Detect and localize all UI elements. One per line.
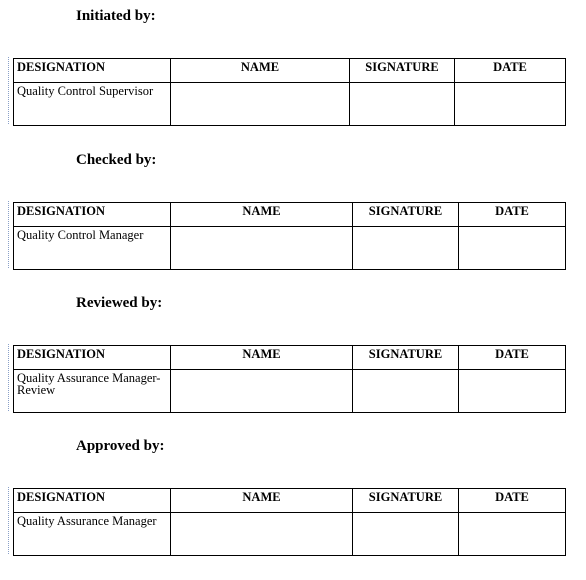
date-cell[interactable] — [455, 83, 566, 126]
approved-heading: Approved by: — [76, 438, 165, 454]
signature-header: SIGNATURE — [350, 59, 455, 83]
reviewed-signoff-table — [13, 345, 566, 413]
date-header: DATE — [459, 203, 566, 227]
table-boundary-marker — [8, 57, 9, 124]
signature-cell[interactable] — [353, 227, 459, 270]
table-boundary-marker — [8, 487, 9, 554]
name-header: NAME — [171, 203, 353, 227]
table-header-row — [14, 346, 566, 370]
designation-header: DESIGNATION — [14, 346, 171, 370]
initiated-signoff-table — [13, 58, 566, 126]
date-header: DATE — [455, 59, 566, 83]
table-boundary-marker — [8, 344, 9, 411]
name-cell[interactable] — [171, 370, 353, 413]
table-header-row — [14, 489, 566, 513]
name-header: NAME — [171, 489, 353, 513]
table-row — [14, 370, 566, 413]
table-row — [14, 83, 566, 126]
designation-cell: Quality Assurance Manager-Review — [14, 370, 171, 413]
signature-header: SIGNATURE — [353, 203, 459, 227]
date-header: DATE — [459, 346, 566, 370]
approved-signoff-table — [13, 488, 566, 556]
date-header: DATE — [459, 489, 566, 513]
name-header: NAME — [171, 59, 350, 83]
designation-cell: Quality Control Manager — [14, 227, 171, 270]
name-cell[interactable] — [171, 513, 353, 556]
table-row — [14, 227, 566, 270]
name-header: NAME — [171, 346, 353, 370]
initiated-heading: Initiated by: — [76, 8, 156, 24]
designation-cell: Quality Control Supervisor — [14, 83, 171, 126]
table-row — [14, 513, 566, 556]
table-header-row — [14, 59, 566, 83]
table-boundary-marker — [8, 201, 9, 268]
signature-cell[interactable] — [353, 513, 459, 556]
date-cell[interactable] — [459, 227, 566, 270]
designation-header: DESIGNATION — [14, 203, 171, 227]
date-cell[interactable] — [459, 370, 566, 413]
signature-cell[interactable] — [353, 370, 459, 413]
table-header-row — [14, 203, 566, 227]
signature-header: SIGNATURE — [353, 489, 459, 513]
designation-cell: Quality Assurance Manager — [14, 513, 171, 556]
designation-header: DESIGNATION — [14, 59, 171, 83]
name-cell[interactable] — [171, 227, 353, 270]
checked-signoff-table — [13, 202, 566, 270]
signature-header: SIGNATURE — [353, 346, 459, 370]
checked-heading: Checked by: — [76, 152, 157, 168]
designation-header: DESIGNATION — [14, 489, 171, 513]
reviewed-heading: Reviewed by: — [76, 295, 163, 311]
signature-cell[interactable] — [350, 83, 455, 126]
date-cell[interactable] — [459, 513, 566, 556]
name-cell[interactable] — [171, 83, 350, 126]
